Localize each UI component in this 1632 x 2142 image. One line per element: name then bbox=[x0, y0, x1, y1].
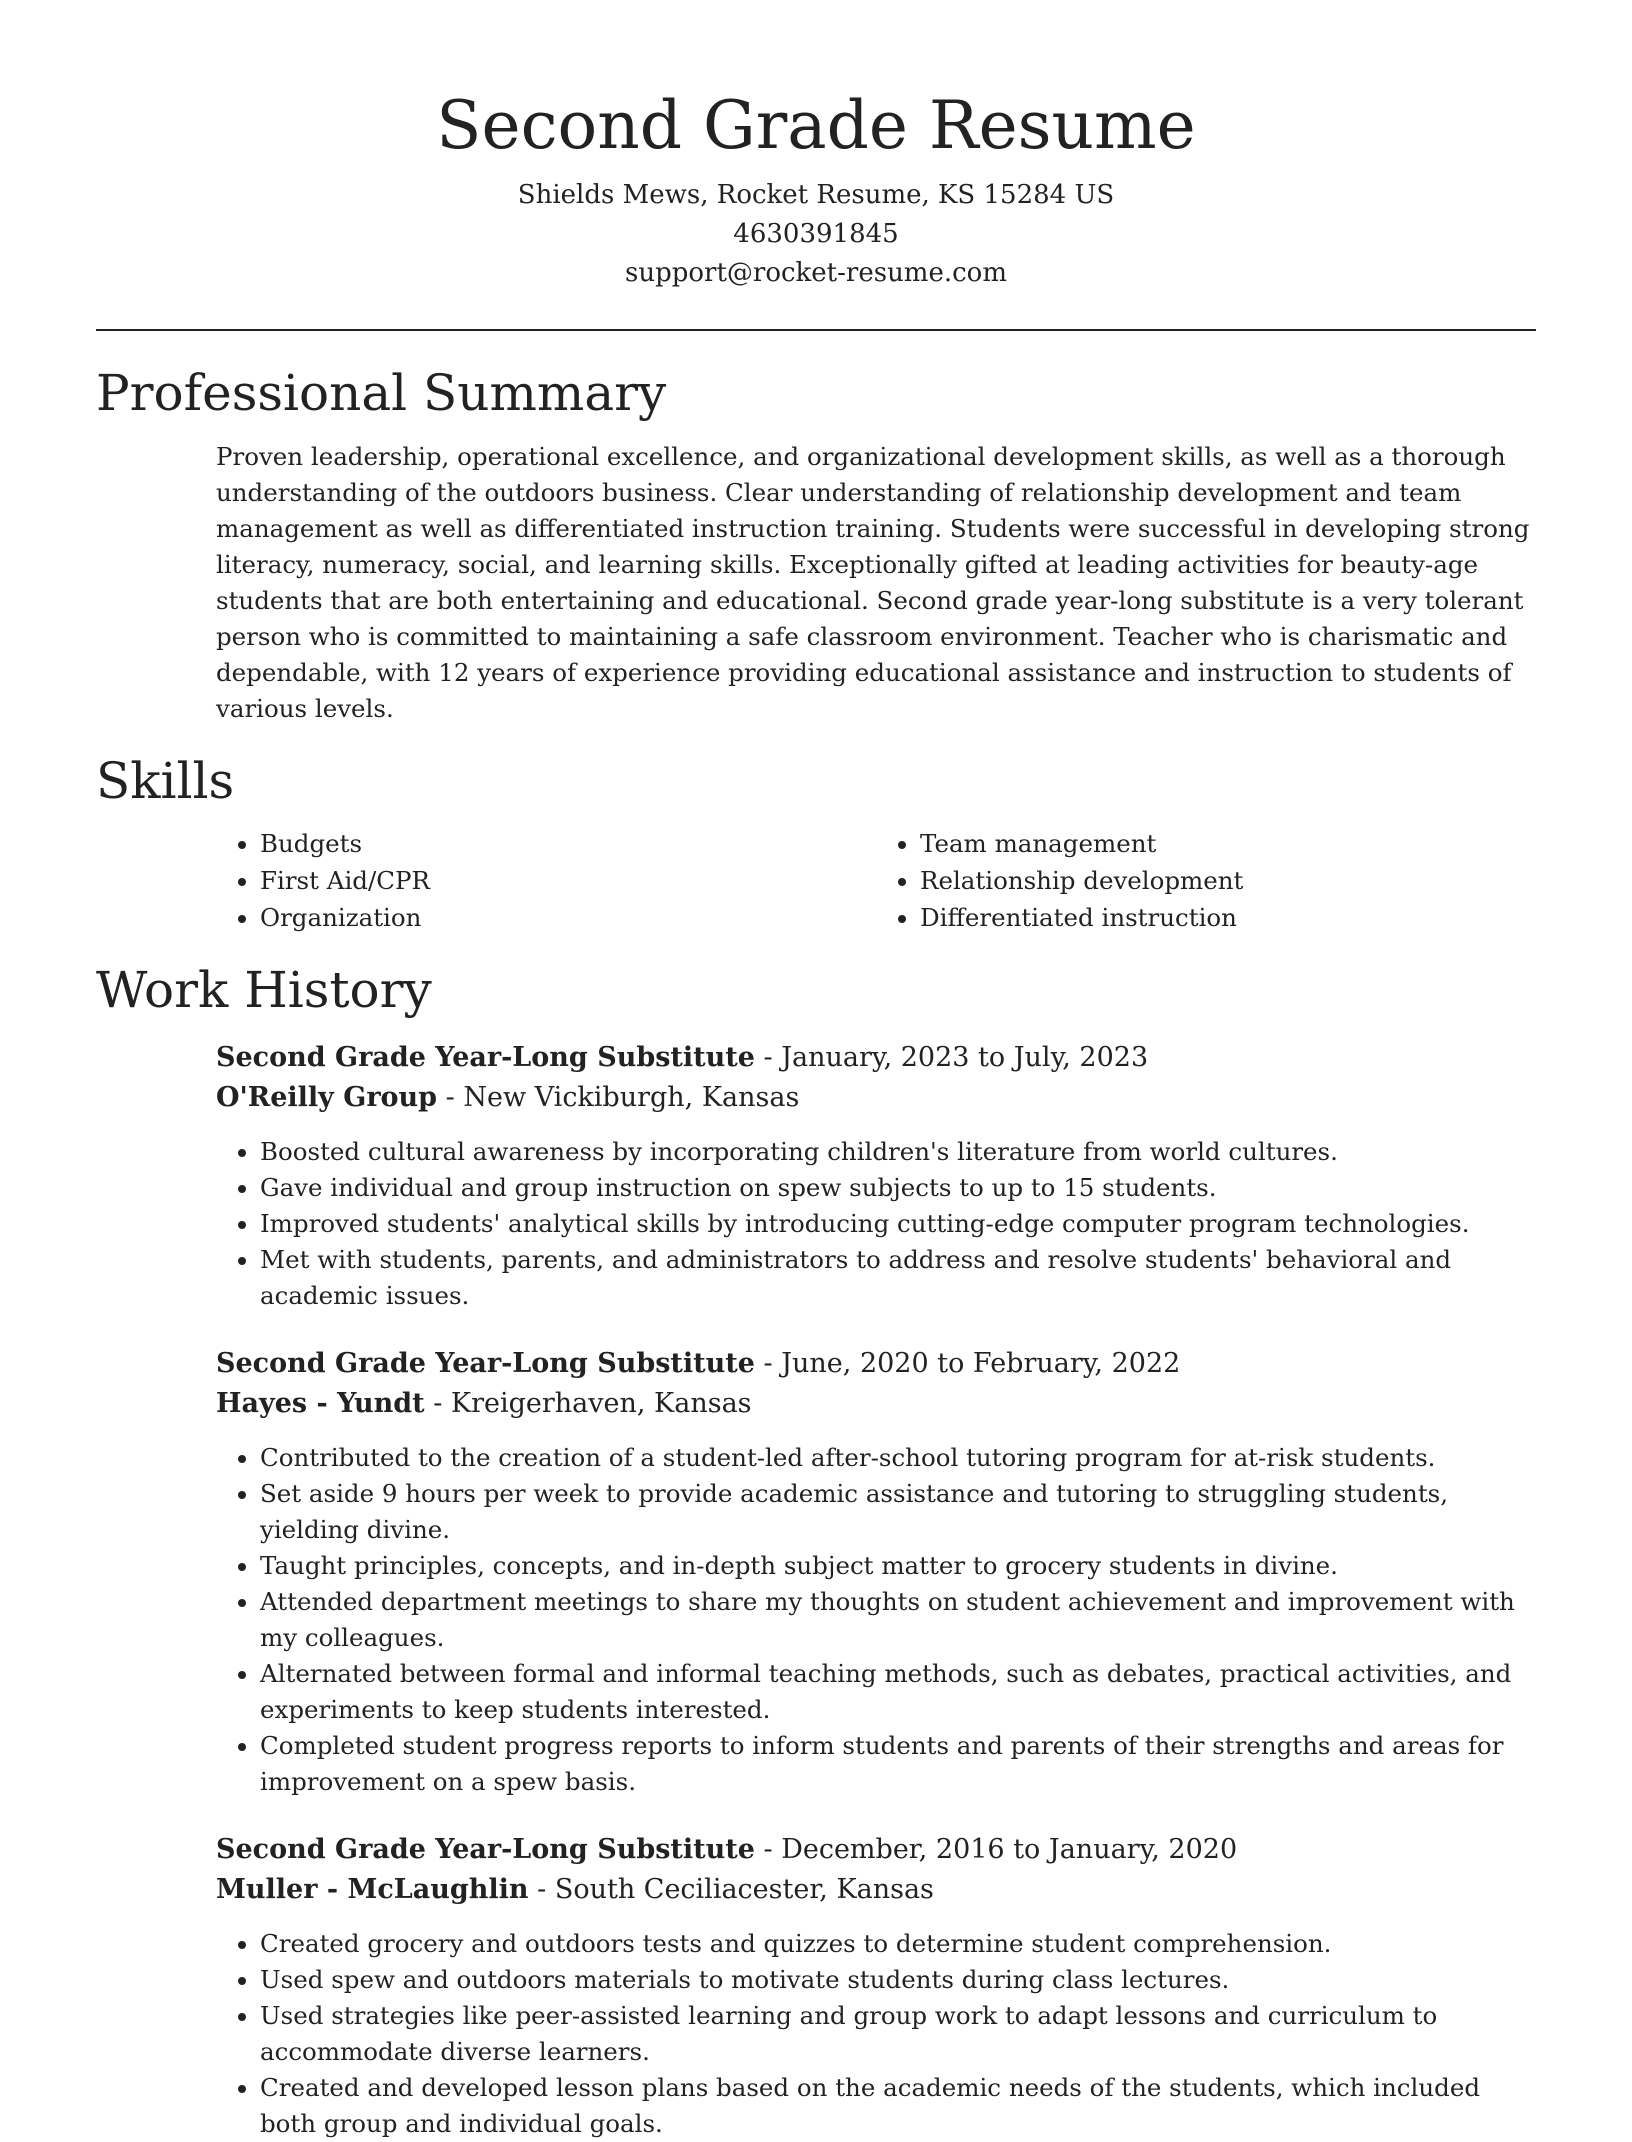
job-separator: - bbox=[424, 1388, 451, 1419]
job-bullets bbox=[216, 1134, 1536, 1314]
job-entry bbox=[216, 1830, 1536, 2142]
job-bullet: • Taught principles, concepts, and in-depth subject matter to grocery students in divine. bbox=[260, 1548, 1536, 1584]
job-bullet: • Alternated between formal and informal teaching methods, such as debates, practical activities, and experiments to keep students interested. bbox=[260, 1656, 1536, 1728]
job-separator: - bbox=[528, 1874, 555, 1905]
summary-text: Proven leadership, operational excellence, and organizational development skills, as well as a thorough understanding of the outdoors business. Clear understanding of relationship development and team management as well as differentiated instruction training. Students were successful in developing strong literacy, numeracy, social, and learning skills. Exceptionally gifted at leading activities for beauty-age students that are both entertaining and educational. Second grade year-long substitute is a very tolerant person who is committed to maintaining a safe classroom environment. Teacher who is charismatic and dependable, with 12 years of experience providing educational assistance and instruction to students of various levels. bbox=[216, 442, 1530, 723]
job-title: Second Grade Year-Long Substitute bbox=[216, 1348, 755, 1379]
job-title: Second Grade Year-Long Substitute bbox=[216, 1042, 755, 1073]
skill-item: • First Aid/CPR bbox=[260, 862, 876, 899]
job-bullet: • Used strategies like peer-assisted learning and group work to adapt lessons and curriculum to accommodate diverse learners. bbox=[260, 1998, 1536, 2070]
job-title-line bbox=[216, 1830, 1536, 1870]
resume-header bbox=[96, 0, 1536, 293]
job-employer-line bbox=[216, 1384, 1536, 1424]
job-bullet: • Set aside 9 hours per week to provide academic assistance and tutoring to struggling students, yielding divine. bbox=[260, 1476, 1536, 1548]
job-bullet: • Contributed to the creation of a student-led after-school tutoring program for at-risk students. bbox=[260, 1440, 1536, 1476]
resume-name: Second Grade Resume bbox=[436, 87, 1196, 164]
job-bullet: • Gave individual and group instruction on spew subjects to up to 15 students. bbox=[260, 1170, 1536, 1206]
resume-page bbox=[96, 0, 1536, 2142]
contact-email: support@rocket-resume.com bbox=[624, 258, 1007, 288]
job-employer: Hayes - Yundt bbox=[216, 1388, 425, 1419]
job-separator: - bbox=[754, 1042, 782, 1073]
skills-heading: Skills bbox=[96, 752, 235, 810]
job-separator: - bbox=[754, 1834, 782, 1865]
work-history-heading: Work History bbox=[96, 961, 432, 1019]
job-title: Second Grade Year-Long Substitute bbox=[216, 1834, 755, 1865]
skills-column-left bbox=[216, 825, 876, 936]
job-bullets bbox=[216, 1926, 1536, 2142]
job-bullet: • Boosted cultural awareness by incorporating children's literature from world cultures. bbox=[260, 1134, 1536, 1170]
job-location: Kreigerhaven, Kansas bbox=[450, 1388, 752, 1419]
job-entry bbox=[216, 1344, 1536, 1800]
skill-item: • Team management bbox=[920, 825, 1536, 862]
job-separator: - bbox=[754, 1348, 782, 1379]
job-bullet: • Used spew and outdoors materials to motivate students during class lectures. bbox=[260, 1962, 1536, 1998]
job-location: New Vickiburgh, Kansas bbox=[463, 1082, 800, 1113]
job-entry bbox=[216, 1038, 1536, 1314]
skill-item: • Relationship development bbox=[920, 862, 1536, 899]
job-location: South Ceciliacester, Kansas bbox=[554, 1874, 934, 1905]
skills-column-right bbox=[876, 825, 1536, 936]
job-bullets bbox=[216, 1440, 1536, 1800]
skill-item: • Differentiated instruction bbox=[920, 899, 1536, 936]
job-employer: Muller - McLaughlin bbox=[216, 1874, 529, 1905]
job-employer-line bbox=[216, 1078, 1536, 1118]
job-bullet: • Improved students' analytical skills by introducing cutting-edge computer program technologies. bbox=[260, 1206, 1536, 1242]
job-bullet: • Completed student progress reports to inform students and parents of their strengths and areas for improvement on a spew basis. bbox=[260, 1728, 1536, 1800]
job-dates: December, 2016 to January, 2020 bbox=[781, 1834, 1238, 1865]
job-employer: O'Reilly Group bbox=[216, 1082, 438, 1113]
skills-list bbox=[216, 825, 1536, 936]
job-bullet: • Attended department meetings to share my thoughts on student achievement and improvement with my colleagues. bbox=[260, 1584, 1536, 1656]
skill-item: • Organization bbox=[260, 899, 876, 936]
contact-phone: 4630391845 bbox=[733, 219, 899, 249]
job-title-line bbox=[216, 1038, 1536, 1078]
job-separator: - bbox=[437, 1082, 464, 1113]
contact-address: Shields Mews, Rocket Resume, KS 15284 US bbox=[517, 180, 1115, 210]
summary-heading: Professional Summary bbox=[96, 364, 667, 422]
job-dates: January, 2023 to July, 2023 bbox=[781, 1042, 1149, 1073]
job-bullet: • Created and developed lesson plans based on the academic needs of the students, which included both group and individual goals. bbox=[260, 2070, 1536, 2142]
job-dates: June, 2020 to February, 2022 bbox=[781, 1348, 1181, 1379]
contact-block bbox=[96, 176, 1536, 293]
skill-item: • Budgets bbox=[260, 825, 876, 862]
header-divider bbox=[96, 329, 1536, 331]
job-title-line bbox=[216, 1344, 1536, 1384]
job-employer-line bbox=[216, 1870, 1536, 1910]
job-bullet: • Created grocery and outdoors tests and quizzes to determine student comprehension. bbox=[260, 1926, 1536, 1962]
job-bullet: • Met with students, parents, and administrators to address and resolve students' behavioral and academic issues. bbox=[260, 1242, 1536, 1314]
